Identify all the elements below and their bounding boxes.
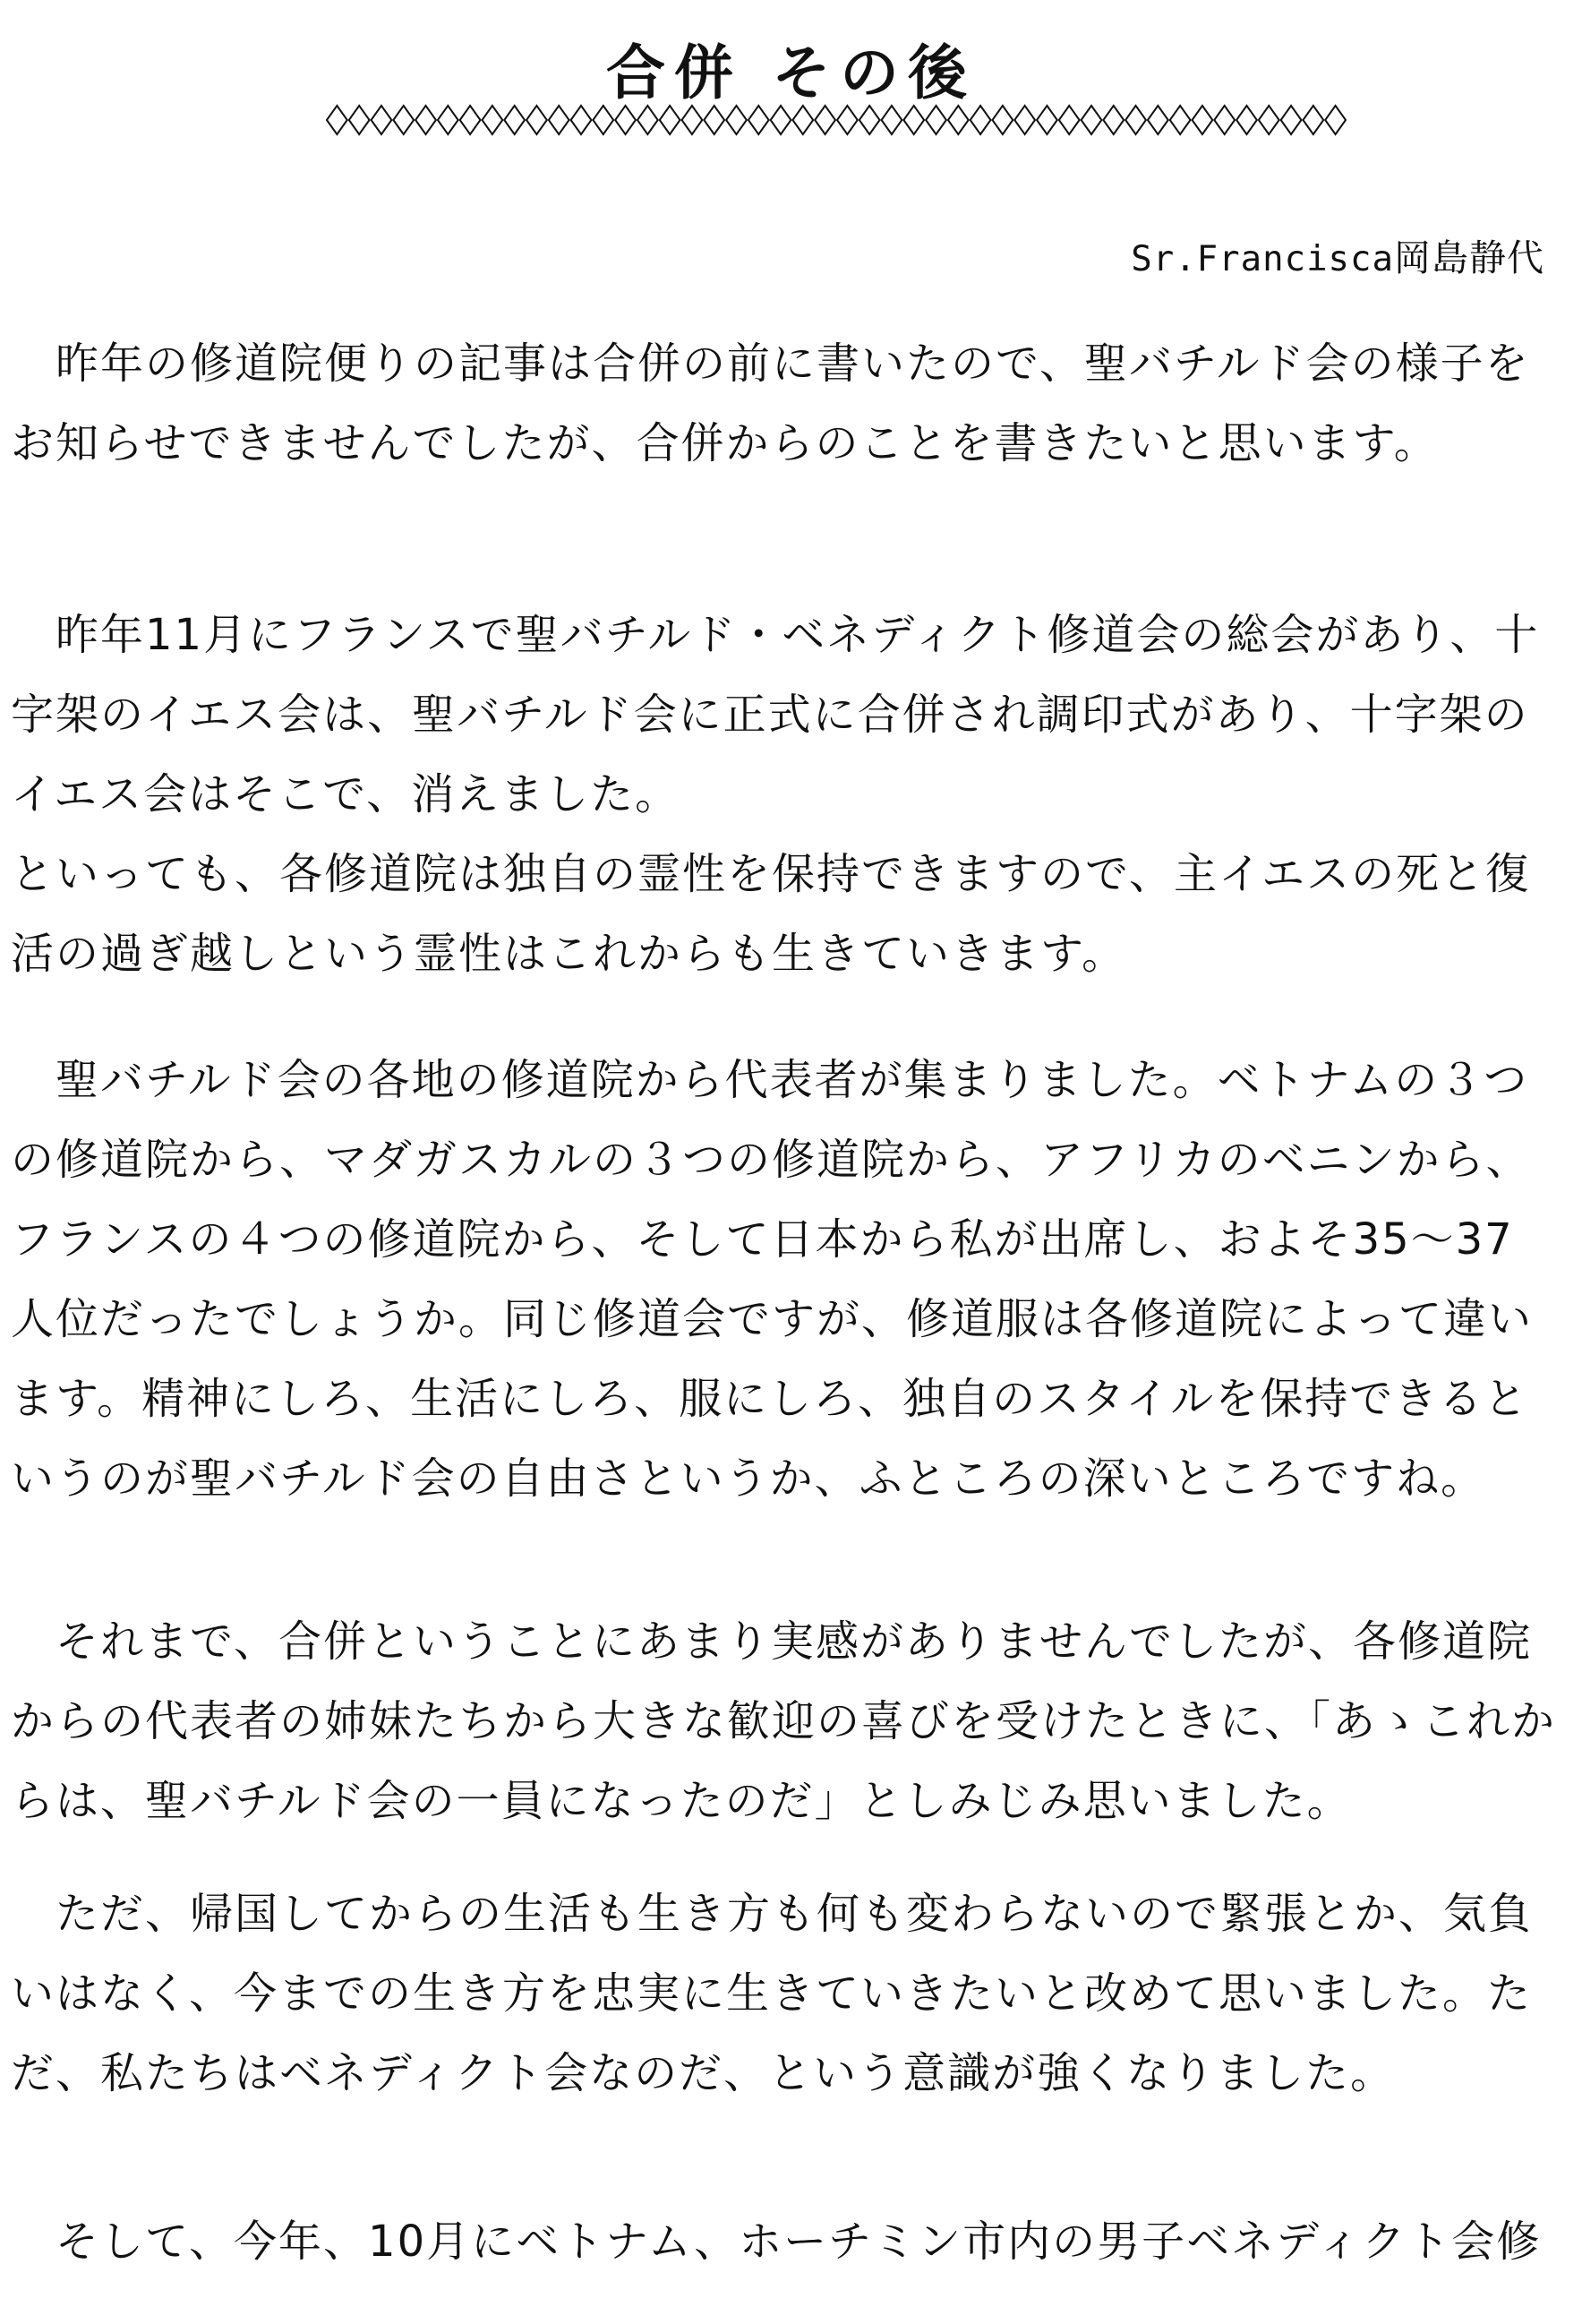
author-name: 岡島静代 xyxy=(1394,236,1544,279)
diamond-ornament xyxy=(637,106,658,134)
diamond-ornament xyxy=(1148,106,1168,134)
diamond-ornament xyxy=(1125,106,1146,134)
diamond-ornament xyxy=(393,106,414,134)
diamond-ornament xyxy=(1281,106,1302,134)
diamond-ornament xyxy=(1014,106,1035,134)
text-line: そして、今年、10月にベトナム、ホーチミン市内の男子ベネディクト会修 xyxy=(11,2217,1542,2267)
text-line: 聖バチルド会の各地の修道院から代表者が集まりました。ベトナムの３つ xyxy=(11,1055,1529,1105)
diamond-ornament xyxy=(460,106,481,134)
text-line: らは、聖バチルド会の一員になったのだ」としみじみ思いました。 xyxy=(11,1776,1352,1826)
text-line: ただ、帰国してからの生活も生き方も何も変わらないので緊張とか、気負 xyxy=(11,1889,1534,1939)
diamond-ornament xyxy=(327,106,347,134)
diamond-ornament xyxy=(837,106,858,134)
diamond-ornament xyxy=(1193,106,1213,134)
diamond-ornament xyxy=(1236,106,1257,134)
text-line: いうのが聖バチルド会の自由さというか、ふところの深いところですね。 xyxy=(11,1454,1486,1504)
diamond-ornament xyxy=(726,106,747,134)
text-line: 字架のイエス会は、聖バチルド会に正式に合併され調印式があり、十字架の xyxy=(11,690,1529,740)
diamond-ornament xyxy=(682,106,703,134)
text-line: お知らせできませんでしたが、合併からのことを書きたいと思います。 xyxy=(11,418,1439,468)
text-line: フランスの４つの修道院から、そして日本から私が出席し、およそ35～37 xyxy=(11,1214,1514,1265)
diamond-ornament xyxy=(349,106,370,134)
diamond-ornament xyxy=(615,106,636,134)
page-title: 合併 その後 xyxy=(606,39,976,107)
diamond-ornament xyxy=(748,106,769,134)
paragraph-6 xyxy=(0,2202,1582,2282)
diamond-ornament xyxy=(660,106,680,134)
diamond-ornament xyxy=(704,106,724,134)
diamond-ornament xyxy=(771,106,791,134)
diamond-ornament xyxy=(1303,106,1323,134)
text-line: だ、私たちはベネディクト会なのだ、という意識が強くなりました。 xyxy=(11,2048,1396,2098)
diamond-ornament xyxy=(1082,106,1102,134)
text-line: 活の過ぎ越しという霊性はこれからも生きていきます。 xyxy=(11,929,1127,979)
diamond-ornament xyxy=(1103,106,1124,134)
diamond-ornament xyxy=(482,106,502,134)
text-line: の修道院から、マダガスカルの３つの修道院から、アフリカのベニンから、 xyxy=(11,1135,1531,1185)
diamond-ornament xyxy=(1325,106,1346,134)
text-line: といっても、各修道院は独自の霊性を保持できますので、主イエスの死と復 xyxy=(11,849,1531,899)
text-line: いはなく、今までの生き方を忠実に生きていきたいと改めて思いました。た xyxy=(11,1968,1533,2019)
diamond-ornament xyxy=(1059,106,1080,134)
text-line: 昨年11月にフランスで聖バチルド・ベネディクト修道会の総会があり、十 xyxy=(11,610,1540,660)
diamond-ornament xyxy=(859,106,880,134)
diamond-ornament xyxy=(415,106,436,134)
diamond-ornament xyxy=(438,106,458,134)
diamond-ornament xyxy=(1214,106,1235,134)
diamond-ornament xyxy=(571,106,592,134)
diamond-ornament xyxy=(504,106,525,134)
diamond-ornament xyxy=(926,106,946,134)
paragraph-1 xyxy=(0,324,1582,484)
diamond-ornament xyxy=(992,106,1013,134)
diamond-ornament xyxy=(1037,106,1057,134)
diamond-ornament xyxy=(792,106,813,134)
text-line: 人位だったでしょうか。同じ修道会ですが、修道服は各修道院によって違い xyxy=(11,1294,1534,1344)
diamond-ornament xyxy=(815,106,835,134)
author-byline xyxy=(1131,231,1544,287)
paragraph-2 xyxy=(0,596,1582,994)
diamond-ornament xyxy=(882,106,902,134)
text-line: 昨年の修道院便りの記事は合併の前に書いたので、聖バチルド会の様子を xyxy=(11,339,1530,389)
paragraph-4 xyxy=(0,1602,1582,1841)
diamond-ornament xyxy=(593,106,613,134)
diamond-ornament xyxy=(948,106,969,134)
diamond-ornament xyxy=(903,106,924,134)
paragraph-5 xyxy=(0,1874,1582,2114)
diamond-border-divider xyxy=(326,104,1347,136)
diamond-ornament xyxy=(1170,106,1191,134)
diamond-ornament xyxy=(526,106,547,134)
text-line: からの代表者の姉妹たちから大きな歓迎の喜びを受けたときに、「あゝこれか xyxy=(11,1696,1557,1746)
author-prefix: Sr.Francisca xyxy=(1131,239,1394,279)
diamond-ornament xyxy=(549,106,569,134)
paragraph-3 xyxy=(0,1041,1582,1519)
diamond-ornament xyxy=(1259,106,1279,134)
text-line: それまで、合併ということにあまり実感がありませんでしたが、各修道院 xyxy=(11,1617,1533,1667)
diamond-ornament xyxy=(971,106,991,134)
text-line: ます。精神にしろ、生活にしろ、服にしろ、独自のスタイルを保持できると xyxy=(11,1374,1529,1424)
diamond-ornament xyxy=(372,106,392,134)
text-line: イエス会はそこで、消えました。 xyxy=(11,769,680,819)
